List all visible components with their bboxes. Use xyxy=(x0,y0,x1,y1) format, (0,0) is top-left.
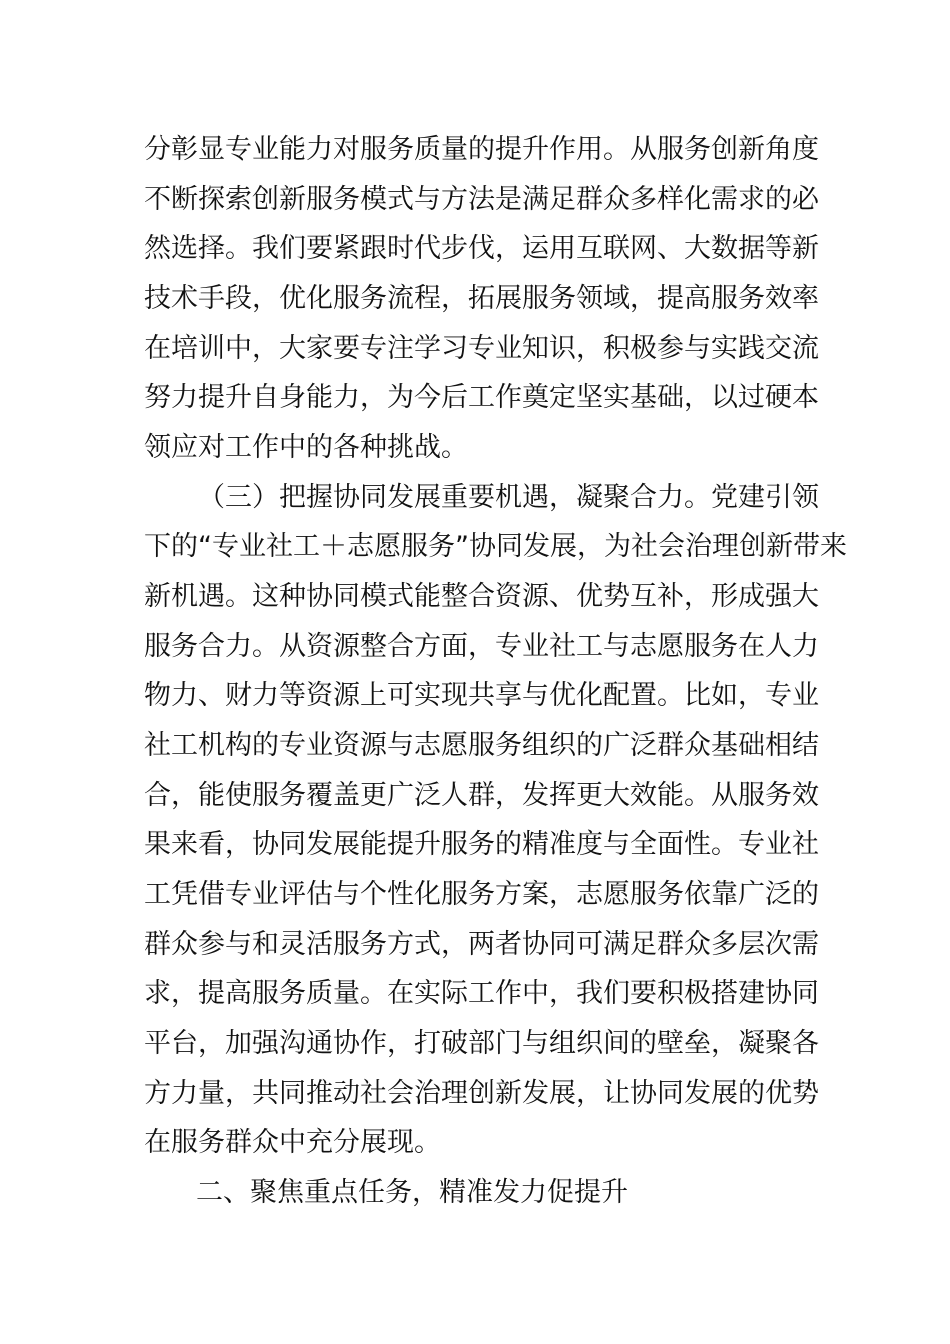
body-text-line: 在培训中，大家要专注学习专业知识，积极参与实践交流 xyxy=(144,333,819,364)
body-text-line: 领应对工作中的各种挑战。 xyxy=(144,432,468,463)
body-text-line: 在服务群众中充分展现。 xyxy=(144,1127,441,1158)
body-text-line: 然选择。我们要紧跟时代步伐，运用互联网、大数据等新 xyxy=(144,233,819,264)
body-text-line: 下的“专业社工＋志愿服务”协同发展，为社会治理创新带来 xyxy=(144,531,847,562)
body-text-line: 技术手段，优化服务流程，拓展服务领域，提高服务效率 xyxy=(144,283,819,314)
body-text-line: 平台，加强沟通协作，打破部门与组织间的壁垒，凝聚各 xyxy=(144,1028,819,1059)
chapter-heading-line: 二、聚焦重点任务，精准发力促提升 xyxy=(196,1177,628,1208)
body-text-line: 求，提高服务质量。在实际工作中，我们要积极搭建协同 xyxy=(144,978,819,1009)
section-heading-line: （三）把握协同发展重要机遇，凝聚合力。党建引领 xyxy=(198,482,819,513)
body-text-line: 合，能使服务覆盖更广泛人群，发挥更大效能。从服务效 xyxy=(144,780,819,811)
body-text-line: 果来看，协同发展能提升服务的精准度与全面性。专业社 xyxy=(144,829,819,860)
body-text-line: 努力提升自身能力，为今后工作奠定坚实基础，以过硬本 xyxy=(144,382,819,413)
body-text-line: 不断探索创新服务模式与方法是满足群众多样化需求的必 xyxy=(144,184,819,215)
body-text-line: 方力量，共同推动社会治理创新发展，让协同发展的优势 xyxy=(144,1078,819,1109)
body-text-line: 新机遇。这种协同模式能整合资源、优势互补，形成强大 xyxy=(144,581,819,612)
body-text-line: 物力、财力等资源上可实现共享与优化配置。比如，专业 xyxy=(144,680,819,711)
body-text-line: 社工机构的专业资源与志愿服务组织的广泛群众基础相结 xyxy=(144,730,819,761)
body-text-line: 工凭借专业评估与个性化服务方案，志愿服务依靠广泛的 xyxy=(144,879,819,910)
body-text-line: 群众参与和灵活服务方式，两者协同可满足群众多层次需 xyxy=(144,929,819,960)
body-text-line: 服务合力。从资源整合方面，专业社工与志愿服务在人力 xyxy=(144,631,819,662)
body-text-line: 分彰显专业能力对服务质量的提升作用。从服务创新角度 xyxy=(144,134,819,165)
